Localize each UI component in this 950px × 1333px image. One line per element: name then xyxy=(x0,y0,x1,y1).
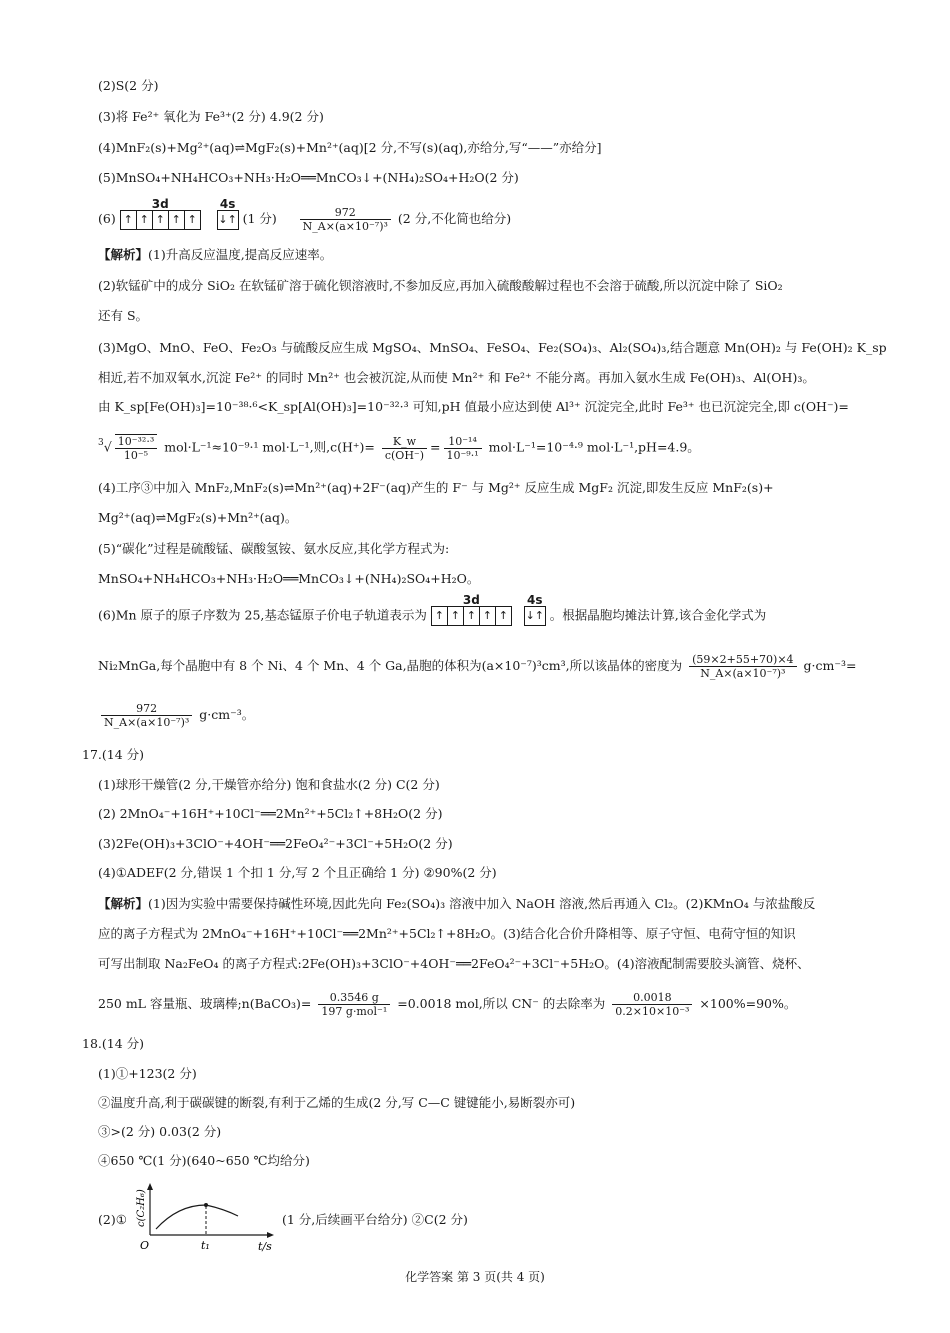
orbital-cell: ↑ xyxy=(187,212,197,226)
graph-y-arrow xyxy=(147,1183,153,1190)
analysis-3c: 由 K_sp[Fe(OH)₃]=10⁻³⁸·⁶<K_sp[Al(OH)₃]=10⁻³²·³ 可知,pH 值最小应达到使 Al³⁺ 沉淀完全,此时 Fe³⁺ 也已沉淀完全,即 c(OH⁻)= xyxy=(98,399,849,414)
kw-fraction xyxy=(382,435,427,462)
analysis-1 xyxy=(98,246,332,264)
analysis-3b: 相近,若不加双氧水,沉淀 Fe²⁺ 的同时 Mn²⁺ 也会被沉淀,从而使 Mn²⁺ 和 Fe²⁺ 不能分离。再加入氨水生成 Fe(OH)₃、Al(OH)₃。 xyxy=(98,370,815,385)
graph-origin: O xyxy=(140,1239,150,1252)
ans-2: (2)S(2 分) xyxy=(98,78,159,93)
q18-ans-2: ②温度升高,利于碳碳键的断裂,有利于乙烯的生成(2 分,写 C—C 键键能小,易断裂亦可) xyxy=(98,1095,576,1110)
density-fraction xyxy=(300,206,391,233)
h-fraction xyxy=(444,435,482,462)
orbital-cell: ↓↑ xyxy=(218,212,237,226)
fraction-den: N_A×(a×10⁻⁷)³ xyxy=(700,667,786,680)
orbital-3d-2 xyxy=(431,593,512,626)
orbital-4s xyxy=(217,196,239,230)
question-17: 17.(14 分) xyxy=(82,747,145,762)
graph-curve xyxy=(156,1205,238,1229)
analysis-6a xyxy=(98,593,767,626)
density-fraction-3 xyxy=(101,702,192,729)
analysis-5b: MnSO₄+NH₄HCO₃+NH₃·H₂O══MnCO₃↓+(NH₄)₂SO₄+H₂O。 xyxy=(98,571,480,586)
orbital-3d xyxy=(120,196,201,230)
q18-ans-5-pre: (2)① xyxy=(98,1212,127,1227)
analysis-label: 【解析】 xyxy=(98,896,149,911)
fraction-den: 10⁻⁵ xyxy=(123,449,149,462)
q17-analysis-4 xyxy=(98,991,796,1018)
analysis-6b-post: g·cm⁻³= xyxy=(803,658,857,673)
fraction-den: c(OH⁻) xyxy=(384,448,425,462)
fraction-den: 10⁻⁹·¹ xyxy=(446,448,479,462)
removal-fraction xyxy=(612,991,692,1018)
analysis-4a: (4)工序③中加入 MnF₂,MnF₂(s)⇌Mn²⁺(aq)+2F⁻(aq)产生的 F⁻ 与 Mg²⁺ 反应生成 MgF₂ 沉淀,即发生反应 MnF₂(s)+ xyxy=(98,480,774,495)
analysis-3d-mid: mol·L⁻¹≈10⁻⁹·¹ mol·L⁻¹,则,c(H⁺)= xyxy=(164,439,375,455)
fraction-num: 0.0018 xyxy=(612,991,692,1005)
orbital-cell: ↑ xyxy=(464,607,480,625)
q17-ans-1: (1)球形干燥管(2 分,干燥管亦给分) 饱和食盐水(2 分) C(2 分) xyxy=(98,777,440,792)
fraction-den: N_A×(a×10⁻⁷)³ xyxy=(104,716,190,729)
fraction-num: (59×2+55+70)×4 xyxy=(689,653,796,667)
orbital-4s-label: 4s xyxy=(527,593,543,607)
analysis-6c-post: g·cm⁻³。 xyxy=(199,707,255,722)
fraction-num: 10⁻¹⁴ xyxy=(444,435,482,449)
q18-ans-3: ③>(2 分) 0.03(2 分) xyxy=(98,1124,222,1139)
analysis-label: 【解析】 xyxy=(98,247,149,262)
ans-6-suffix: (2 分,不化简也给分) xyxy=(397,211,512,226)
analysis-text: (1)因为实验中需要保持碱性环境,因此先向 Fe₂(SO₄)₃ 溶液中加入 NaOH 溶液,然后再通入 Cl₂。(2)KMnO₄ 与浓盐酸反 xyxy=(148,896,816,911)
graph-peak-point xyxy=(204,1203,208,1207)
ans-3: (3)将 Fe²⁺ 氧化为 Fe³⁺(2 分) 4.9(2 分) xyxy=(98,109,324,124)
fraction-den: N_A×(a×10⁻⁷)³ xyxy=(302,220,388,233)
orbital-cell: ↑ xyxy=(153,211,169,229)
orbital-cell: ↑ xyxy=(480,607,496,625)
root-index: 3 xyxy=(98,438,104,448)
q18-ans-5-post: (1 分,后续画平台给分) ②C(2 分) xyxy=(282,1212,468,1227)
ans-6-prefix: (6) xyxy=(98,211,116,226)
concentration-time-graph xyxy=(138,1183,278,1251)
q17-analysis-4-mid: =0.0018 mol,所以 CN⁻ 的去除率为 xyxy=(397,996,606,1011)
analysis-3d-end: mol·L⁻¹=10⁻⁴·⁹ mol·L⁻¹,pH=4.9。 xyxy=(488,439,700,455)
orbital-cell: ↑ xyxy=(498,609,508,622)
page-footer: 化学答案 第 3 页(共 4 页) xyxy=(405,1270,545,1284)
orbital-3d-label: 3d xyxy=(462,593,480,607)
graph-x-arrow xyxy=(267,1232,274,1238)
fraction-num: 0.3546 g xyxy=(318,991,390,1005)
fraction-num: K_w xyxy=(382,435,427,449)
analysis-3d: $^3$√ $\frac{\text{10⁻³²·³}}{\text{10⁻⁵}}$ mol·L⁻¹≈10⁻⁹·¹ mol·L⁻¹,则,c(H⁺)= $\frac{K\_w}{c(OH^-)}$ = $\frac{\text{10⁻¹⁴}}{\text{10⁻⁹·¹}}$ mol·L⁻¹=10⁻⁴·⁹ mol·L⁻¹,pH=4.9。 xyxy=(98,434,700,462)
fraction-den: 0.2×10×10⁻³ xyxy=(615,1005,690,1018)
analysis-2a: (2)软锰矿中的成分 SiO₂ 在软锰矿溶于硫化钡溶液时,不参加反应,再加入硫酸酸解过程也不会溶于硫酸,所以沉淀中除了 SiO₂ xyxy=(98,278,783,293)
q18-ans-1: (1)①+123(2 分) xyxy=(98,1066,197,1081)
ans-5: (5)MnSO₄+NH₄HCO₃+NH₃·H₂O══MnCO₃↓+(NH₄)₂SO₄+H₂O(2 分) xyxy=(98,170,519,185)
q18-ans-4: ④650 ℃(1 分)(640~650 ℃均给分) xyxy=(98,1153,310,1168)
analysis-6b xyxy=(98,653,856,680)
analysis-2b: 还有 S。 xyxy=(98,308,149,323)
orbital-cell: ↑ xyxy=(448,607,464,625)
fraction-den: 197 g·mol⁻¹ xyxy=(321,1005,388,1018)
q17-analysis-2: 应的离子方程式为 2MnO₄⁻+16H⁺+10Cl⁻══2Mn²⁺+5Cl₂↑+8H₂O。(3)结合化合价升降相等、原子守恒、电荷守恒的知识 xyxy=(98,926,796,941)
orbital-cell: ↑ xyxy=(169,211,185,229)
analysis-3a: (3)MgO、MnO、FeO、Fe₂O₃ 与硫酸反应生成 MgSO₄、MnSO₄、FeSO₄、Fe₂(SO₄)₃、Al₂(SO₄)₃,结合题意 Mn(OH)₂ 与 Fe(OH)₂ K_sp xyxy=(98,340,887,355)
root-fraction xyxy=(115,434,158,462)
q17-ans-2: (2) 2MnO₄⁻+16H⁺+10Cl⁻══2Mn²⁺+5Cl₂↑+8H₂O(2 分) xyxy=(98,806,443,821)
analysis-6a-pre: (6)Mn 原子的原子序数为 25,基态锰原子价电子轨道表示为 xyxy=(98,607,427,623)
orbital-4s-label: 4s xyxy=(219,196,236,211)
question-18: 18.(14 分) xyxy=(82,1036,145,1051)
analysis-6c xyxy=(98,702,254,729)
q17-ans-4: (4)①ADEF(2 分,错误 1 个扣 1 分,写 2 个且正确给 1 分) ②90%(2 分) xyxy=(98,865,497,880)
q17-analysis-1 xyxy=(98,895,815,913)
orbital-3d-label: 3d xyxy=(151,196,169,211)
orbital-cell: ↑ xyxy=(432,607,448,625)
q17-analysis-3: 可写出制取 Na₂FeO₄ 的离子方程式:2Fe(OH)₃+3ClO⁻+4OH⁻══2FeO₄²⁻+3Cl⁻+5H₂O。(4)溶液配制需要胶头滴管、烧杯、 xyxy=(98,956,810,971)
analysis-4b: Mg²⁺(aq)⇌MgF₂(s)+Mn²⁺(aq)。 xyxy=(98,510,298,525)
analysis-5a: (5)“碳化”过程是硫酸锰、碳酸氢铵、氨水反应,其化学方程式为: xyxy=(98,541,450,556)
baco3-fraction xyxy=(318,991,390,1018)
q17-ans-3: (3)2Fe(OH)₃+3ClO⁻+4OH⁻══2FeO₄²⁻+3Cl⁻+5H₂O(2 分) xyxy=(98,836,453,851)
orbital-4s-2 xyxy=(524,593,546,626)
fraction-num: 972 xyxy=(300,206,391,220)
fraction-num: 10⁻³²·³ xyxy=(115,435,158,449)
ans-6-score: (1 分) xyxy=(242,211,277,226)
fraction-num: 972 xyxy=(101,702,192,716)
orbital-cell: ↑ xyxy=(137,211,153,229)
analysis-6a-post: 。根据晶胞均摊法计算,该合金化学式为 xyxy=(549,607,767,623)
ans-4: (4)MnF₂(s)+Mg²⁺(aq)⇌MgF₂(s)+Mn²⁺(aq)[2 分,不写(s)(aq),亦给分,写“——”亦给分] xyxy=(98,140,602,155)
q17-analysis-4-pre: 250 mL 容量瓶、玻璃棒;n(BaCO₃)= xyxy=(98,996,312,1011)
orbital-cell: ↑ xyxy=(121,211,137,229)
graph-xlabel: t/s xyxy=(258,1240,272,1253)
orbital-cell: ↓↑ xyxy=(525,609,545,622)
analysis-text: (1)升高反应温度,提高反应速率。 xyxy=(148,247,333,262)
density-fraction-2 xyxy=(689,653,796,680)
graph-ylabel: c(C₂H₆) xyxy=(136,1189,147,1227)
graph-tick-t1: t₁ xyxy=(201,1239,210,1252)
q17-analysis-4-post: ×100%=90%。 xyxy=(699,996,797,1011)
analysis-6b-pre: Ni₂MnGa,每个晶胞中有 8 个 Ni、4 个 Mn、4 个 Ga,晶胞的体积为(a×10⁻⁷)³cm³,所以该晶体的密度为 xyxy=(98,658,683,673)
ans-6 xyxy=(98,196,512,233)
